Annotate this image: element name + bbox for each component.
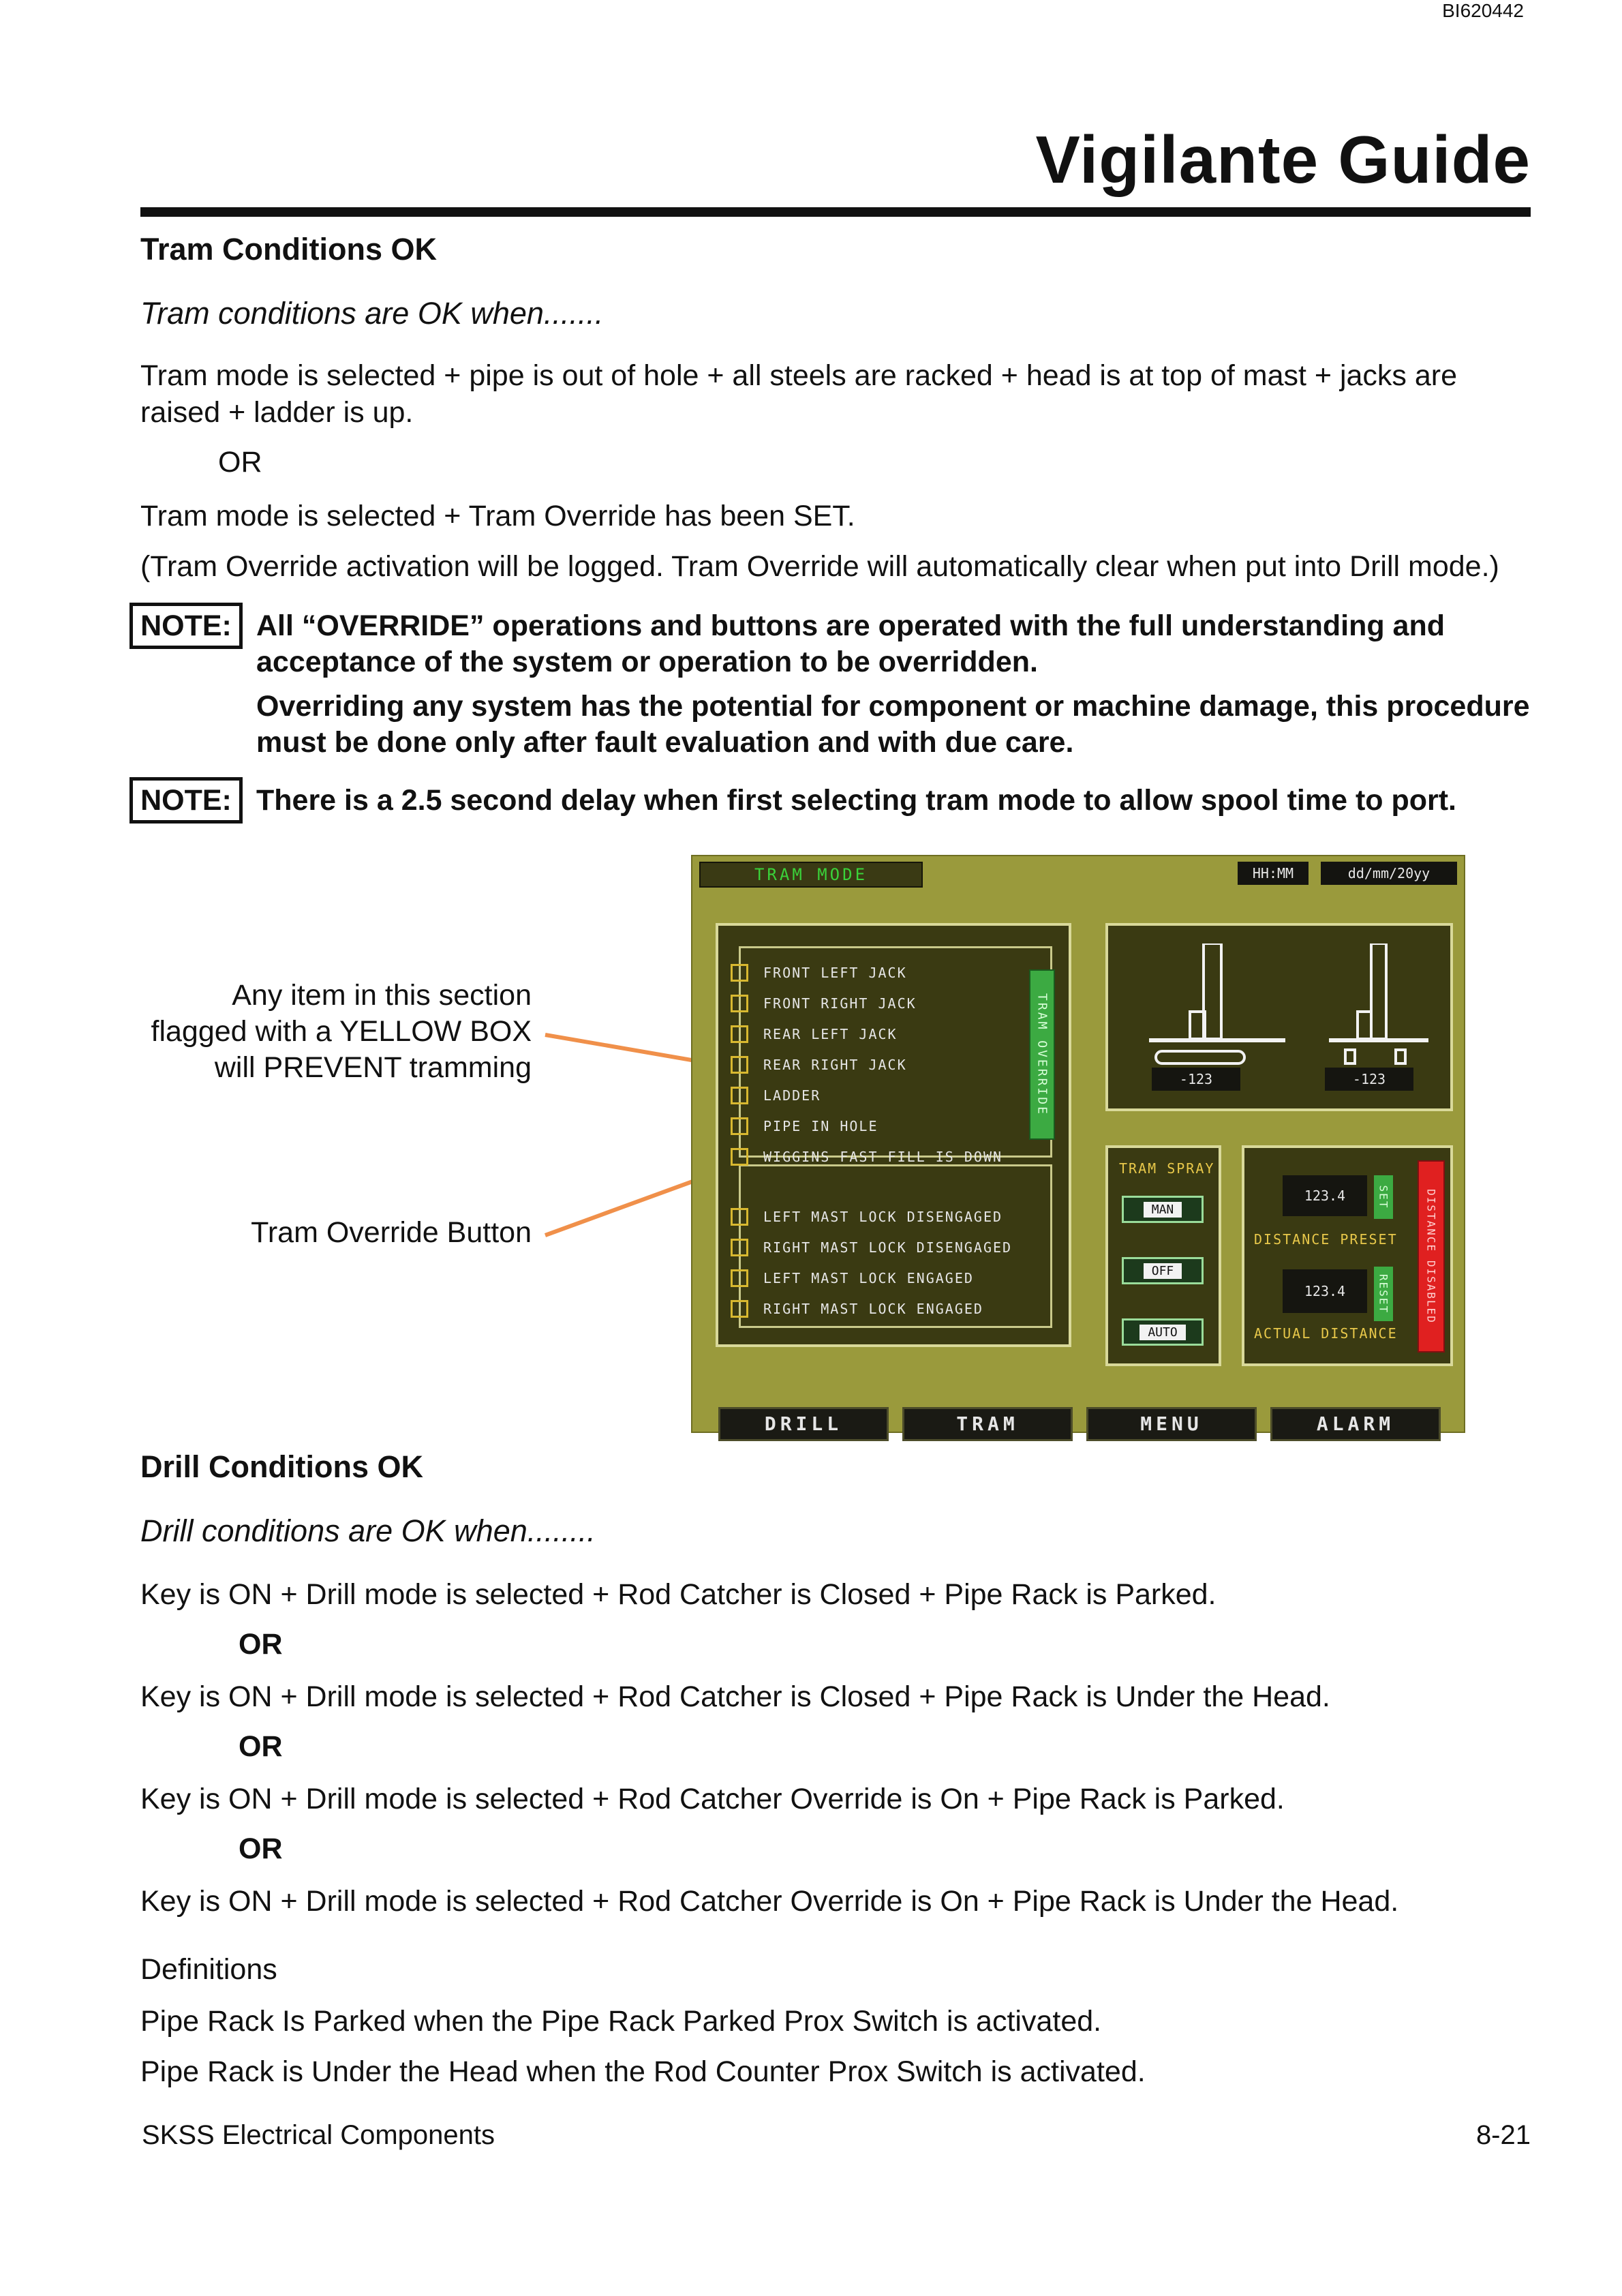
- side-incline-readout: -123: [1325, 1068, 1413, 1091]
- flag-box: [731, 1056, 748, 1074]
- definition-under-head: Pipe Rack is Under the Head when the Rod Counter Prox Switch is activated.: [140, 2055, 1146, 2088]
- drill-intro: Drill conditions are OK when........: [140, 1513, 596, 1548]
- distance-disabled-label: DISTANCE DISABLED: [1424, 1189, 1438, 1324]
- tram-override-label: TRAM OVERRIDE: [1035, 993, 1050, 1116]
- spray-man-label: MAN: [1144, 1202, 1182, 1218]
- condition-label: REAR LEFT JACK: [763, 1026, 898, 1042]
- document-id: BI620442: [1442, 0, 1524, 21]
- note-label: NOTE:: [129, 603, 243, 649]
- condition-label: RIGHT MAST LOCK ENGAGED: [763, 1301, 983, 1317]
- side-incline-icon: [1319, 943, 1442, 1073]
- nav-alarm-button[interactable]: ALARM: [1270, 1407, 1441, 1441]
- condition-row: [731, 963, 907, 983]
- condition-label: REAR RIGHT JACK: [763, 1057, 907, 1073]
- spray-man-button[interactable]: [1122, 1196, 1204, 1223]
- distance-disabled-indicator[interactable]: [1418, 1160, 1445, 1353]
- distance-preset-readout: 123.4: [1283, 1175, 1367, 1216]
- callout-override-button: Tram Override Button: [251, 1216, 532, 1249]
- drill-or-1: OR: [239, 1628, 283, 1661]
- callout-yellow-box-line-1: Any item in this section: [232, 979, 532, 1012]
- distance-preset-label: DISTANCE PRESET: [1254, 1231, 1398, 1248]
- footer-section: SKSS Electrical Components: [142, 2120, 495, 2150]
- tram-heading: Tram Conditions OK: [140, 232, 438, 267]
- hmi-time: HH:MM: [1238, 862, 1309, 885]
- drill-or-3: OR: [239, 1832, 283, 1865]
- condition-label: LEFT MAST LOCK DISENGAGED: [763, 1209, 1003, 1225]
- drill-condition-4: Key is ON + Drill mode is selected + Rod Catcher Override is On + Pipe Rack is Under the Head.: [140, 1885, 1399, 1918]
- condition-row: [731, 1024, 898, 1044]
- spray-auto-button[interactable]: [1122, 1318, 1204, 1346]
- tram-condition-2: Tram mode is selected + Tram Override has been SET.: [140, 500, 855, 532]
- flag-box: [731, 1239, 748, 1256]
- condition-label: PIPE IN HOLE: [763, 1118, 878, 1134]
- condition-row: [731, 1299, 983, 1319]
- condition-row: [731, 993, 917, 1014]
- condition-row: [731, 1268, 974, 1288]
- tram-override-button[interactable]: [1029, 969, 1055, 1140]
- condition-row: [731, 1055, 907, 1075]
- mast-incline-readout: -123: [1152, 1068, 1240, 1091]
- flag-box: [731, 1300, 748, 1318]
- hmi-date: dd/mm/20yy: [1321, 862, 1457, 885]
- condition-row: [731, 1085, 821, 1106]
- flag-box: [731, 1087, 748, 1104]
- callout-yellow-box-line-2: flagged with a YELLOW BOX: [151, 1015, 532, 1048]
- tram-condition-1: Tram mode is selected + pipe is out of hole + all steels are racked + head is at top of mast + jacks are raised + ladder is up.: [140, 359, 1458, 429]
- spray-auto-label: AUTO: [1139, 1325, 1185, 1340]
- callout-yellow-box-line-3: will PREVENT tramming: [214, 1051, 532, 1084]
- tram-conditions-panel: [716, 923, 1071, 1347]
- flag-box: [731, 1269, 748, 1287]
- guide-title: Vigilante Guide: [1035, 122, 1531, 197]
- note-spool-delay: There is a 2.5 second delay when first selecting tram mode to allow spool time to port.: [256, 784, 1457, 817]
- distance-panel: [1242, 1145, 1453, 1366]
- tram-intro: Tram conditions are OK when.......: [140, 296, 604, 331]
- condition-label: FRONT LEFT JACK: [763, 965, 907, 981]
- note-override-caution: Overriding any system has the potential for component or machine damage, this procedure must be done only after fault evaluation and with due care.: [256, 690, 1530, 759]
- flag-box: [731, 964, 748, 982]
- flag-box: [731, 1025, 748, 1043]
- set-button[interactable]: [1374, 1175, 1393, 1219]
- definition-parked: Pipe Rack Is Parked when the Pipe Rack Parked Prox Switch is activated.: [140, 2005, 1102, 2038]
- nav-menu-button[interactable]: MENU: [1086, 1407, 1257, 1441]
- tram-spray-panel: [1105, 1145, 1221, 1366]
- condition-label: RIGHT MAST LOCK DISENGAGED: [763, 1239, 1013, 1256]
- flag-box: [731, 995, 748, 1012]
- flag-box: [731, 1117, 748, 1135]
- condition-label: FRONT RIGHT JACK: [763, 995, 917, 1012]
- condition-label: LEFT MAST LOCK ENGAGED: [763, 1270, 974, 1286]
- spray-off-button[interactable]: [1122, 1257, 1204, 1284]
- tram-override-note: (Tram Override activation will be logged. Tram Override will automatically clear when put into Drill mode.): [140, 550, 1499, 583]
- drill-condition-3: Key is ON + Drill mode is selected + Rod Catcher Override is On + Pipe Rack is Parked.: [140, 1783, 1285, 1815]
- actual-distance-label: ACTUAL DISTANCE: [1254, 1325, 1398, 1342]
- set-label: SET: [1377, 1185, 1390, 1209]
- note-label: NOTE:: [129, 777, 243, 824]
- inclinometer-panel: [1105, 923, 1453, 1111]
- condition-label: LADDER: [763, 1087, 821, 1104]
- drill-heading: Drill Conditions OK: [140, 1449, 423, 1484]
- tram-mode-screen: [691, 855, 1465, 1433]
- reset-button[interactable]: [1374, 1267, 1393, 1321]
- spray-off-label: OFF: [1144, 1263, 1182, 1279]
- nav-tram-button[interactable]: TRAM: [902, 1407, 1073, 1441]
- drill-condition-2: Key is ON + Drill mode is selected + Rod Catcher is Closed + Pipe Rack is Under the Head.: [140, 1680, 1330, 1713]
- flag-box: [731, 1148, 748, 1166]
- actual-distance-readout: 123.4: [1283, 1269, 1367, 1313]
- condition-label: WIGGINS FAST FILL IS DOWN: [763, 1149, 1003, 1165]
- reset-label: RESET: [1377, 1273, 1390, 1314]
- condition-row: [731, 1237, 1012, 1258]
- page-number: 8-21: [1475, 2120, 1531, 2150]
- flag-box: [731, 1208, 748, 1226]
- drill-condition-1: Key is ON + Drill mode is selected + Rod Catcher is Closed + Pipe Rack is Parked.: [140, 1578, 1216, 1611]
- tram-or: OR: [218, 446, 262, 479]
- condition-row: [731, 1207, 1003, 1227]
- condition-row: [731, 1116, 878, 1136]
- hmi-mode-title: TRAM MODE: [699, 862, 923, 888]
- tram-spray-label: TRAM SPRAY: [1119, 1160, 1215, 1177]
- drill-or-2: OR: [239, 1730, 283, 1763]
- mast-incline-icon: [1149, 943, 1299, 1073]
- definitions-heading: Definitions: [140, 1953, 277, 1986]
- nav-drill-button[interactable]: DRILL: [718, 1407, 889, 1441]
- condition-row: [731, 1147, 1003, 1167]
- note-override-text: All “OVERRIDE” operations and buttons are operated with the full understanding and acceptance of the system or operation to be overridden.: [256, 609, 1445, 678]
